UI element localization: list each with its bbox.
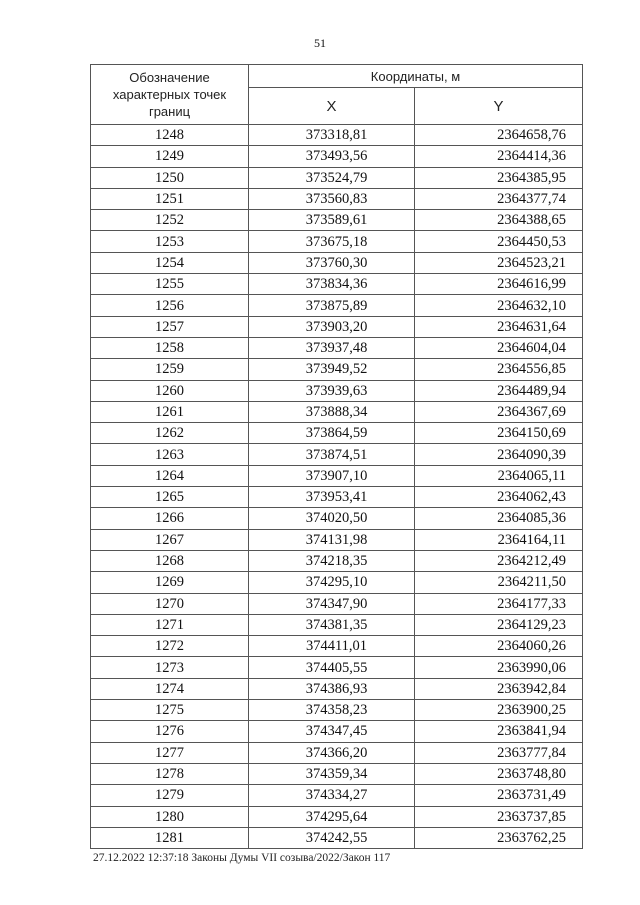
table-row	[91, 657, 583, 678]
table-row	[91, 359, 583, 380]
table-row	[91, 827, 583, 848]
point-designation-cell: 1259	[91, 359, 249, 380]
table-row	[91, 210, 583, 231]
x-coordinate-cell: 373834,36	[249, 274, 415, 295]
y-coordinate-cell: 2364090,39	[415, 444, 583, 465]
point-designation-cell: 1274	[91, 678, 249, 699]
y-coordinate-cell: 2364632,10	[415, 295, 583, 316]
point-designation-cell: 1254	[91, 252, 249, 273]
table-row	[91, 593, 583, 614]
x-coordinate-cell: 374366,20	[249, 742, 415, 763]
table-row	[91, 763, 583, 784]
y-coordinate-cell: 2364631,64	[415, 316, 583, 337]
y-coordinate-cell: 2364556,85	[415, 359, 583, 380]
point-designation-cell: 1281	[91, 827, 249, 848]
table-row	[91, 487, 583, 508]
x-coordinate-cell: 374131,98	[249, 529, 415, 550]
x-coordinate-cell: 374411,01	[249, 636, 415, 657]
y-coordinate-cell: 2364604,04	[415, 337, 583, 358]
table-row	[91, 146, 583, 167]
x-coordinate-cell: 373903,20	[249, 316, 415, 337]
x-coordinate-cell: 374405,55	[249, 657, 415, 678]
x-coordinate-cell: 373589,61	[249, 210, 415, 231]
x-coordinate-cell: 374347,45	[249, 721, 415, 742]
point-designation-cell: 1270	[91, 593, 249, 614]
point-designation-cell: 1248	[91, 125, 249, 146]
table-row	[91, 167, 583, 188]
point-designation-cell: 1256	[91, 295, 249, 316]
point-designation-cell: 1261	[91, 401, 249, 422]
x-coordinate-cell: 373874,51	[249, 444, 415, 465]
point-designation-cell: 1251	[91, 188, 249, 209]
y-coordinate-cell: 2364377,74	[415, 188, 583, 209]
table-row	[91, 550, 583, 571]
table-row	[91, 465, 583, 486]
y-coordinate-cell: 2364065,11	[415, 465, 583, 486]
x-coordinate-cell: 374358,23	[249, 700, 415, 721]
x-coordinate-cell: 374334,27	[249, 785, 415, 806]
header-x: X	[249, 88, 415, 125]
table-row	[91, 742, 583, 763]
table-body	[91, 125, 583, 849]
y-coordinate-cell: 2364164,11	[415, 529, 583, 550]
point-designation-cell: 1260	[91, 380, 249, 401]
table-row	[91, 572, 583, 593]
x-coordinate-cell: 373864,59	[249, 423, 415, 444]
point-designation-cell: 1255	[91, 274, 249, 295]
table-row	[91, 444, 583, 465]
y-coordinate-cell: 2364385,95	[415, 167, 583, 188]
y-coordinate-cell: 2363990,06	[415, 657, 583, 678]
y-coordinate-cell: 2364177,33	[415, 593, 583, 614]
x-coordinate-cell: 373675,18	[249, 231, 415, 252]
point-designation-cell: 1273	[91, 657, 249, 678]
x-coordinate-cell: 374347,90	[249, 593, 415, 614]
y-coordinate-cell: 2364212,49	[415, 550, 583, 571]
x-coordinate-cell: 373760,30	[249, 252, 415, 273]
y-coordinate-cell: 2364060,26	[415, 636, 583, 657]
y-coordinate-cell: 2364150,69	[415, 423, 583, 444]
x-coordinate-cell: 373907,10	[249, 465, 415, 486]
point-designation-cell: 1269	[91, 572, 249, 593]
table-row	[91, 380, 583, 401]
table-row	[91, 274, 583, 295]
point-designation-cell: 1276	[91, 721, 249, 742]
table-row	[91, 295, 583, 316]
header-coordinates: Координаты, м	[249, 65, 583, 88]
table-row	[91, 508, 583, 529]
point-designation-cell: 1265	[91, 487, 249, 508]
x-coordinate-cell: 374020,50	[249, 508, 415, 529]
table-row	[91, 252, 583, 273]
point-designation-cell: 1249	[91, 146, 249, 167]
y-coordinate-cell: 2364211,50	[415, 572, 583, 593]
table-row	[91, 231, 583, 252]
table-row	[91, 188, 583, 209]
y-coordinate-cell: 2363900,25	[415, 700, 583, 721]
x-coordinate-cell: 373318,81	[249, 125, 415, 146]
y-coordinate-cell: 2364388,65	[415, 210, 583, 231]
x-coordinate-cell: 373888,34	[249, 401, 415, 422]
x-coordinate-cell: 374295,64	[249, 806, 415, 827]
y-coordinate-cell: 2363731,49	[415, 785, 583, 806]
coordinates-table	[90, 64, 583, 849]
coordinates-table-container	[90, 64, 582, 849]
table-row	[91, 636, 583, 657]
point-designation-cell: 1280	[91, 806, 249, 827]
point-designation-cell: 1264	[91, 465, 249, 486]
header-y: Y	[415, 88, 583, 125]
table-row	[91, 337, 583, 358]
y-coordinate-cell: 2364129,23	[415, 614, 583, 635]
point-designation-cell: 1250	[91, 167, 249, 188]
x-coordinate-cell: 373949,52	[249, 359, 415, 380]
point-designation-cell: 1266	[91, 508, 249, 529]
x-coordinate-cell: 374386,93	[249, 678, 415, 699]
point-designation-cell: 1258	[91, 337, 249, 358]
x-coordinate-cell: 373953,41	[249, 487, 415, 508]
x-coordinate-cell: 374359,34	[249, 763, 415, 784]
point-designation-cell: 1257	[91, 316, 249, 337]
table-row	[91, 678, 583, 699]
y-coordinate-cell: 2364085,36	[415, 508, 583, 529]
page-number: 51	[314, 36, 326, 50]
point-designation-cell: 1277	[91, 742, 249, 763]
table-header-row	[91, 65, 583, 88]
table-row	[91, 423, 583, 444]
y-coordinate-cell: 2363777,84	[415, 742, 583, 763]
table-row	[91, 614, 583, 635]
x-coordinate-cell: 373524,79	[249, 167, 415, 188]
point-designation-cell: 1253	[91, 231, 249, 252]
x-coordinate-cell: 374242,55	[249, 827, 415, 848]
header-designation: Обозначение характерных точек границ	[91, 65, 249, 125]
x-coordinate-cell: 373493,56	[249, 146, 415, 167]
table-row	[91, 806, 583, 827]
y-coordinate-cell: 2363748,80	[415, 763, 583, 784]
table-row	[91, 401, 583, 422]
table-row	[91, 721, 583, 742]
y-coordinate-cell: 2364062,43	[415, 487, 583, 508]
table-row	[91, 316, 583, 337]
x-coordinate-cell: 373937,48	[249, 337, 415, 358]
y-coordinate-cell: 2364523,21	[415, 252, 583, 273]
point-designation-cell: 1252	[91, 210, 249, 231]
table-row	[91, 700, 583, 721]
x-coordinate-cell: 373875,89	[249, 295, 415, 316]
table-row	[91, 529, 583, 550]
x-coordinate-cell: 374381,35	[249, 614, 415, 635]
point-designation-cell: 1263	[91, 444, 249, 465]
y-coordinate-cell: 2364450,53	[415, 231, 583, 252]
point-designation-cell: 1275	[91, 700, 249, 721]
y-coordinate-cell: 2363762,25	[415, 827, 583, 848]
x-coordinate-cell: 374295,10	[249, 572, 415, 593]
point-designation-cell: 1279	[91, 785, 249, 806]
x-coordinate-cell: 374218,35	[249, 550, 415, 571]
y-coordinate-cell: 2364616,99	[415, 274, 583, 295]
y-coordinate-cell: 2363737,85	[415, 806, 583, 827]
y-coordinate-cell: 2364414,36	[415, 146, 583, 167]
x-coordinate-cell: 373939,63	[249, 380, 415, 401]
y-coordinate-cell: 2363942,84	[415, 678, 583, 699]
footer-stamp: 27.12.2022 12:37:18 Законы Думы VII созыва/2022/Закон 117	[93, 852, 391, 864]
point-designation-cell: 1271	[91, 614, 249, 635]
point-designation-cell: 1267	[91, 529, 249, 550]
point-designation-cell: 1278	[91, 763, 249, 784]
y-coordinate-cell: 2363841,94	[415, 721, 583, 742]
point-designation-cell: 1268	[91, 550, 249, 571]
point-designation-cell: 1272	[91, 636, 249, 657]
table-row	[91, 785, 583, 806]
table-row	[91, 125, 583, 146]
x-coordinate-cell: 373560,83	[249, 188, 415, 209]
y-coordinate-cell: 2364489,94	[415, 380, 583, 401]
point-designation-cell: 1262	[91, 423, 249, 444]
y-coordinate-cell: 2364658,76	[415, 125, 583, 146]
y-coordinate-cell: 2364367,69	[415, 401, 583, 422]
